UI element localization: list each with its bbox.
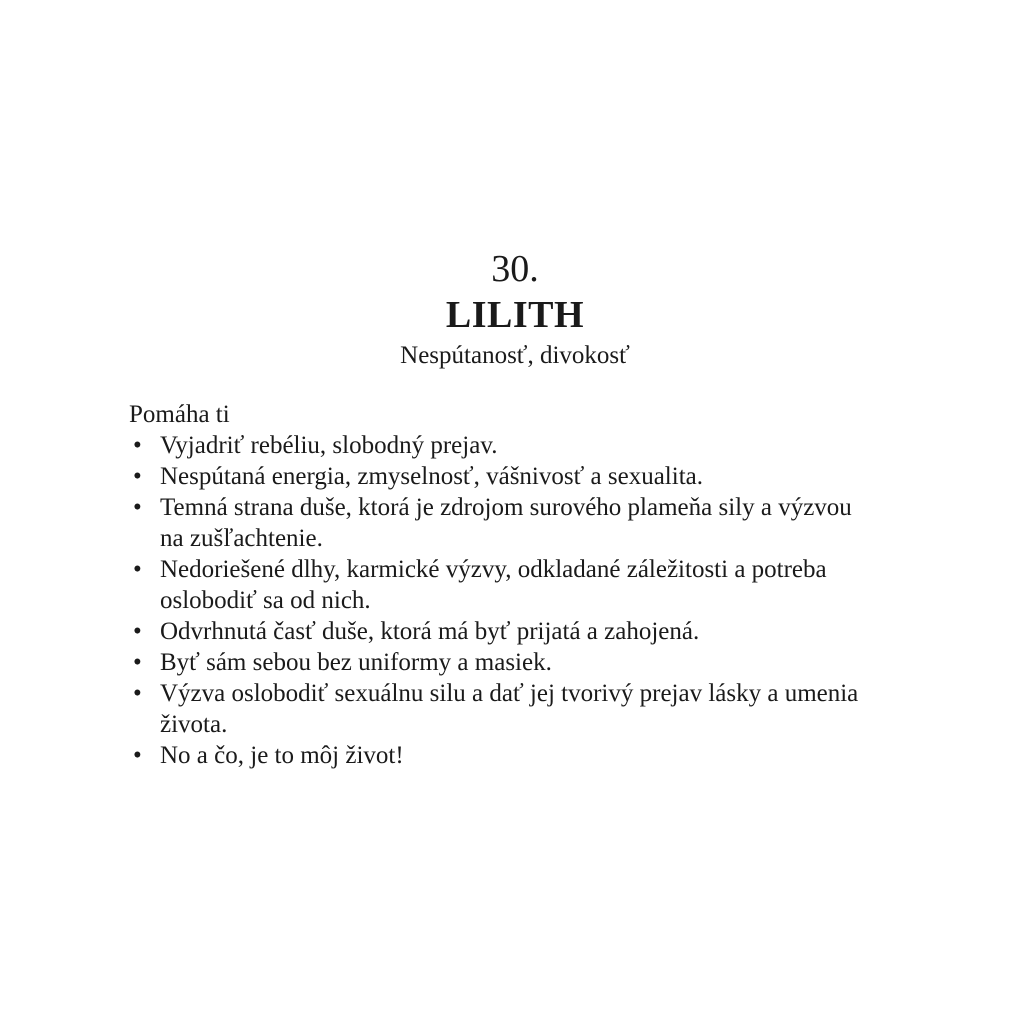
list-item-text: Temná strana duše, ktorá je zdrojom surového plameňa sily a výzvou na zušľachtenie. <box>160 494 852 552</box>
card-title: LILITH <box>445 294 585 336</box>
bullet-icon: • <box>133 556 142 583</box>
list-item <box>129 616 869 647</box>
bullet-icon: • <box>133 649 142 676</box>
bullet-icon: • <box>133 680 142 707</box>
list-item-text: Výzva oslobodiť sexuálnu silu a dať jej tvorivý prejav lásky a umenia života. <box>160 680 859 738</box>
list-item <box>129 554 869 616</box>
list-item-text: Nespútaná energia, zmyselnosť, vášnivosť a sexualita. <box>160 463 703 490</box>
bullet-icon: • <box>133 618 142 645</box>
intro-text: Pomáha ti <box>129 401 230 428</box>
card-number: 30. <box>491 248 539 290</box>
list-item-text: Nedoriešené dlhy, karmické výzvy, odkladané záležitosti a potreba oslobodiť sa od nich. <box>160 556 827 614</box>
list-item-text: Odvrhnutá časť duše, ktorá má byť prijatá a zahojená. <box>160 618 700 645</box>
list-item <box>129 492 869 554</box>
card-subtitle: Nespútanosť, divokosť <box>400 342 630 369</box>
list-item <box>129 647 869 678</box>
bullet-icon: • <box>133 742 142 769</box>
list-item <box>129 678 869 740</box>
bullet-icon: • <box>133 494 142 521</box>
list-item-text: No a čo, je to môj život! <box>160 742 404 769</box>
list-item-text: Vyjadriť rebéliu, slobodný prejav. <box>160 432 498 459</box>
list-item <box>129 430 869 461</box>
bullet-list <box>129 430 869 771</box>
card-description <box>129 399 869 771</box>
bullet-icon: • <box>133 432 142 459</box>
list-item <box>129 461 869 492</box>
bullet-icon: • <box>133 463 142 490</box>
list-item-text: Byť sám sebou bez uniformy a masiek. <box>160 649 552 676</box>
list-item <box>129 740 869 771</box>
